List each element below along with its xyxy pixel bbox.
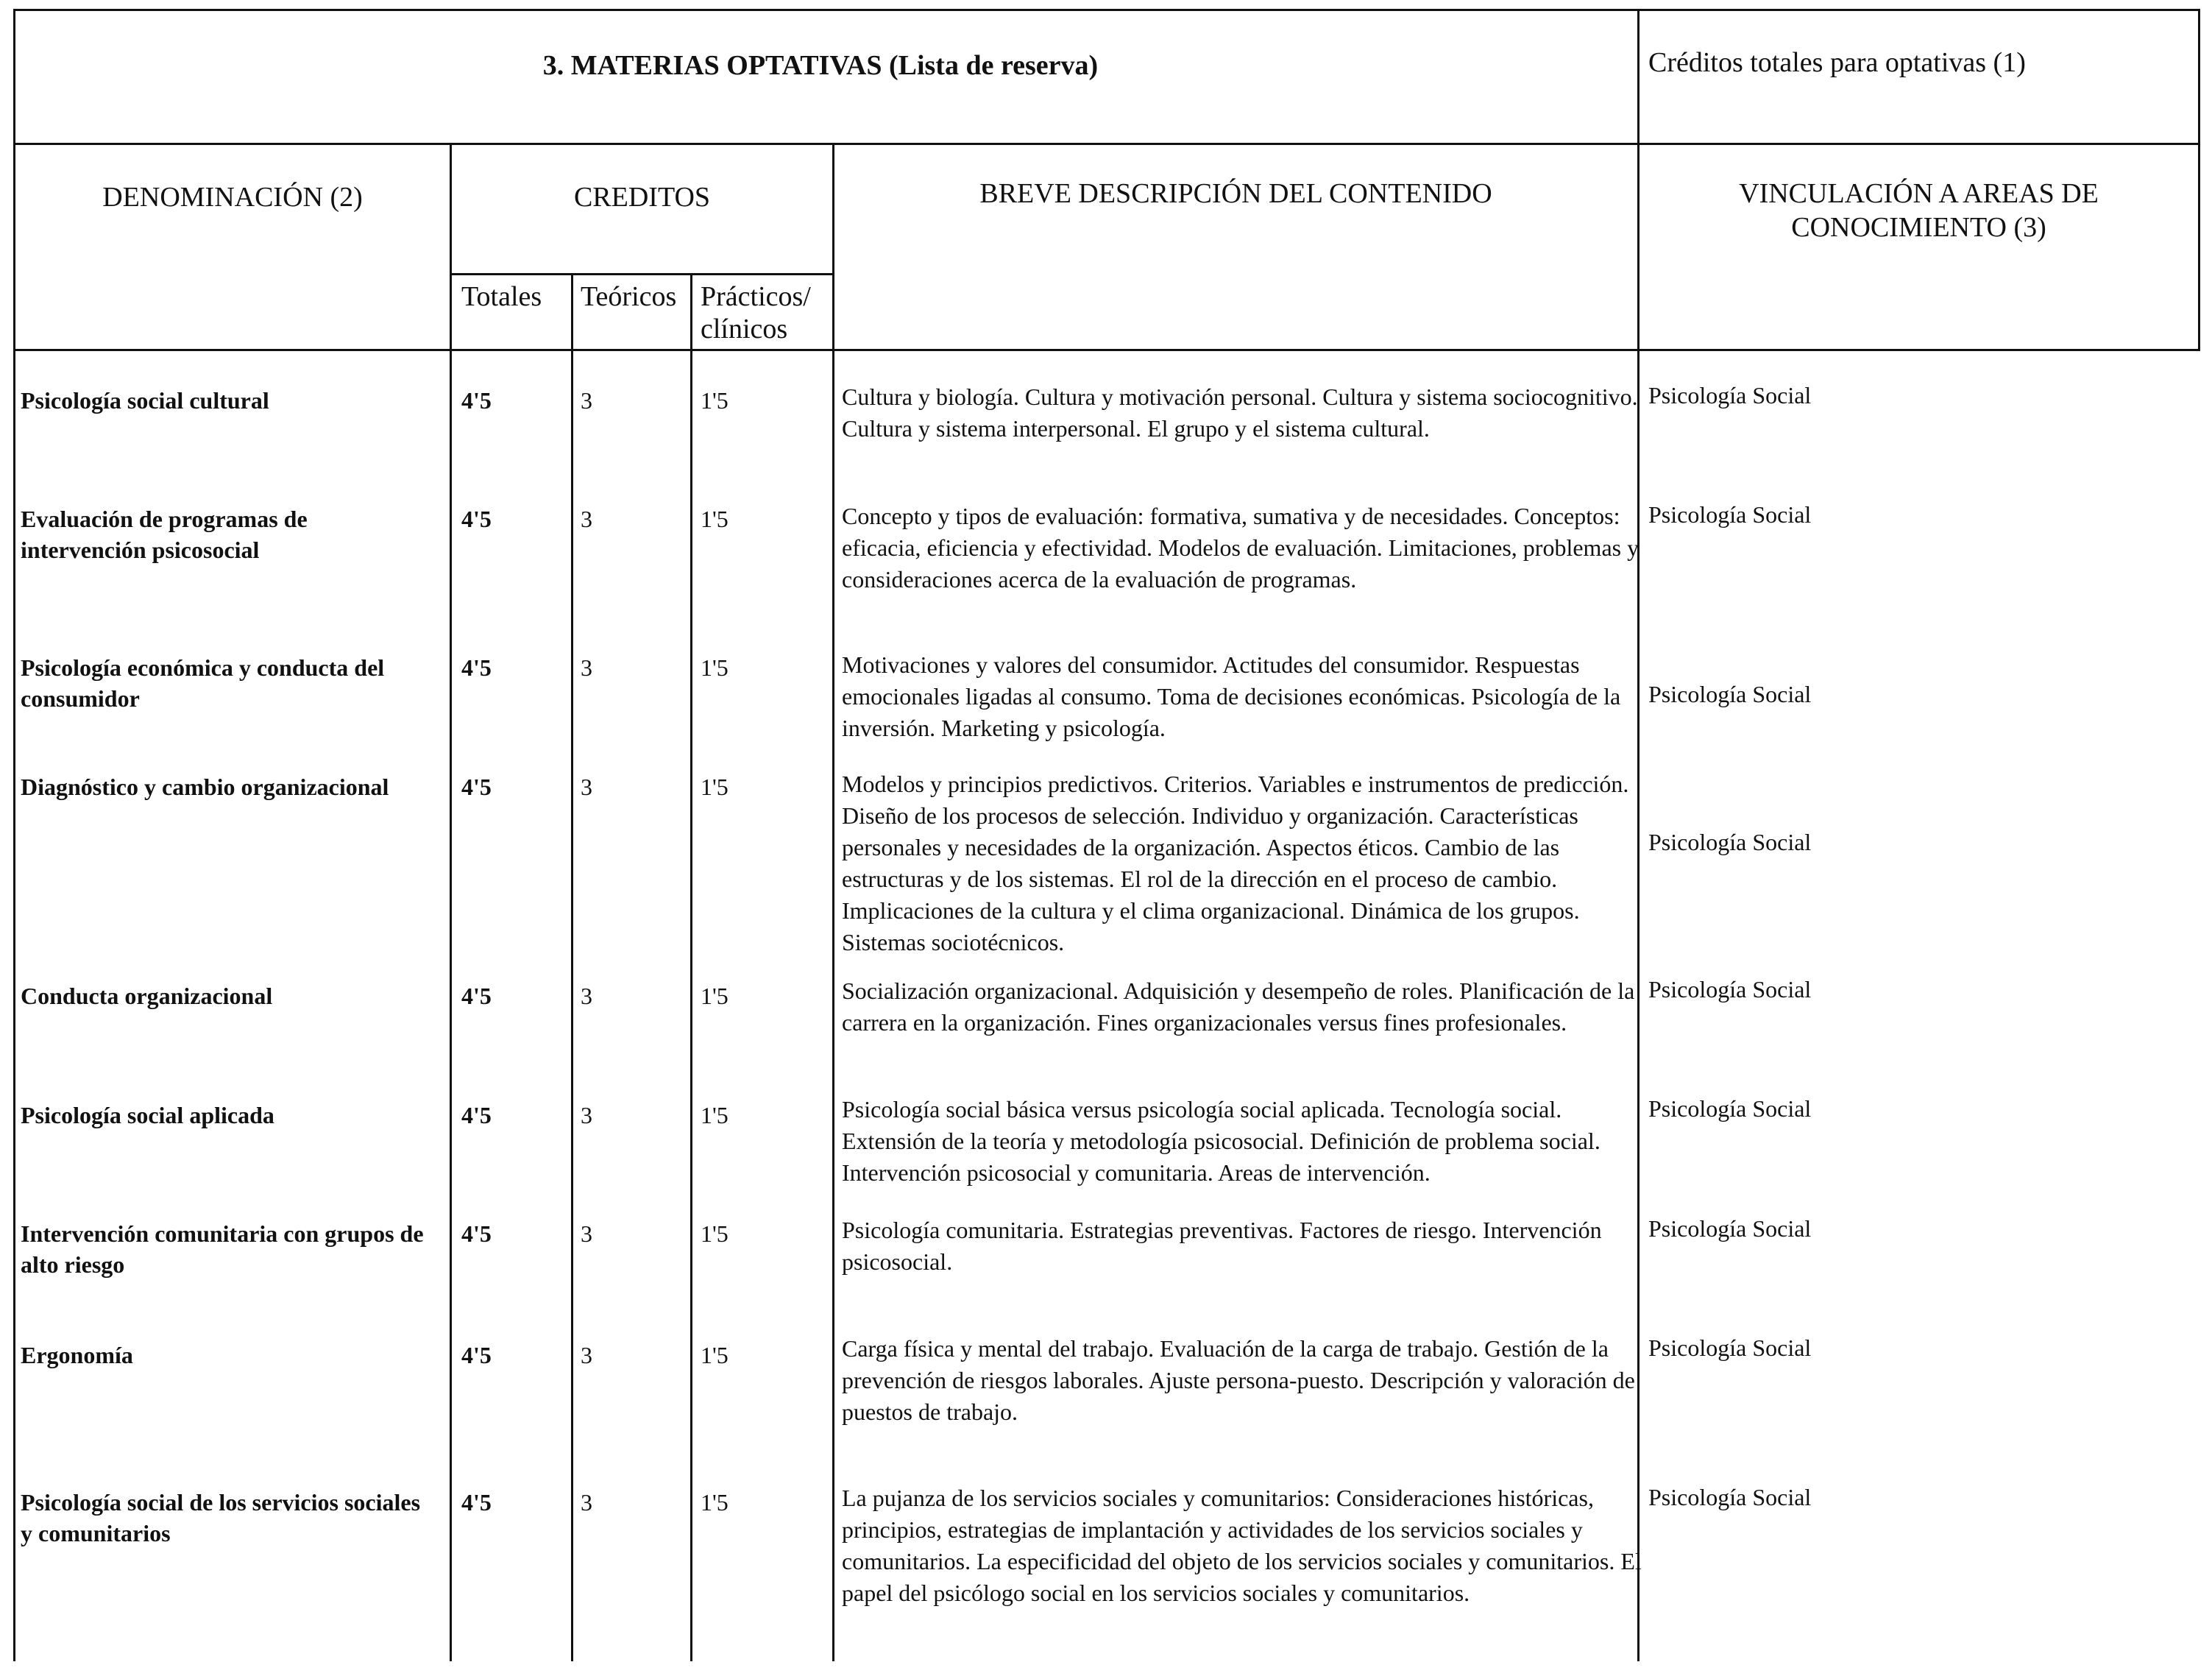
row-area: Psicología Social	[1648, 1334, 1812, 1361]
row-name: Conducta organizacional	[21, 983, 273, 1009]
row-description: La pujanza de los servicios sociales y comunitarios: Consideraciones históricas, principios, estrategias de implantación y actividades de los servicios sociales y comunitarios. La especificidad del objeto de los servicios sociales y comunitarios. El papel del psicólogo social en los servicios sociales y comunitarios.	[842, 1485, 1642, 1606]
row-practicos: 1'5	[701, 1102, 729, 1128]
total-credits-label: Créditos totales para optativas (1)	[1648, 47, 2026, 78]
row-name: Psicología social de los servicios sociales y comunitarios	[21, 1489, 421, 1546]
row-description: Psicología social básica versus psicología social aplicada. Tecnología social. Extensión de la teoría y metodología psicosocial. Definición de problema social. Intervención psicosocial y comunitaria. Areas de intervención.	[842, 1096, 1600, 1186]
row-practicos: 1'5	[701, 387, 729, 414]
row-practicos: 1'5	[701, 983, 729, 1009]
title-divider	[13, 143, 2200, 145]
header-bottom-divider	[13, 349, 2200, 351]
row-practicos: 1'5	[701, 1220, 729, 1247]
creditos-column-divider	[832, 143, 834, 1661]
row-description: Cultura y biología. Cultura y motivación personal. Cultura y sistema sociocognitivo. Cultura y sistema interpersonal. El grupo y el sistema cultural.	[842, 383, 1638, 442]
header-practicos-line2: clínicos	[701, 314, 788, 344]
right-border	[2198, 9, 2200, 351]
row-totales: 4'5	[461, 1220, 492, 1247]
left-border	[13, 9, 15, 1661]
row-teoricos: 3	[581, 1220, 592, 1247]
row-totales: 4'5	[461, 654, 492, 681]
row-practicos: 1'5	[701, 1489, 729, 1516]
row-totales: 4'5	[461, 1102, 492, 1128]
header-totales: Totales	[461, 281, 542, 312]
header-vinculacion-line2: CONOCIMIENTO (3)	[1791, 212, 2046, 243]
top-border	[13, 9, 2200, 11]
row-area: Psicología Social	[1648, 1484, 1812, 1510]
credits-subheader-divider	[452, 273, 832, 275]
header-teoricos: Teóricos	[581, 281, 677, 312]
row-totales: 4'5	[461, 506, 492, 532]
header-practicos-line1: Prácticos/	[701, 281, 811, 312]
row-name: Diagnóstico y cambio organizacional	[21, 774, 389, 800]
row-area: Psicología Social	[1648, 976, 1812, 1003]
row-teoricos: 3	[581, 774, 592, 800]
totales-column-divider	[571, 273, 573, 1661]
row-description: Modelos y principios predictivos. Criterios. Variables e instrumentos de predicción. Diseño de los procesos de selección. Individuo y organización. Características personales y necesidades de la organización. Aspectos éticos. Cambio de las estructuras y de los sistemas. El rol de la dirección en el proceso de cambio. Implicaciones de la cultura y el clima organizacional. Dinámica de los grupos. Sistemas sociotécnicos.	[842, 771, 1629, 955]
row-description: Carga física y mental del trabajo. Evaluación de la carga de trabajo. Gestión de la prevención de riesgos laborales. Ajuste persona-puesto. Descripción y valoración de puestos de trabajo.	[842, 1335, 1635, 1425]
row-description: Motivaciones y valores del consumidor. Actitudes del consumidor. Respuestas emocionales ligadas al consumo. Toma de decisiones económicas. Psicología de la inversión. Marketing y psicología.	[842, 651, 1621, 741]
denominacion-column-divider	[450, 143, 452, 1661]
row-description: Concepto y tipos de evaluación: formativa, sumativa y de necesidades. Conceptos: eficacia, eficiencia y efectividad. Modelos de evaluación. Limitaciones, problemas y consideraciones acerca de la evaluación de programas.	[842, 503, 1639, 593]
row-practicos: 1'5	[701, 1342, 729, 1368]
row-teoricos: 3	[581, 654, 592, 681]
row-practicos: 1'5	[701, 506, 729, 532]
row-teoricos: 3	[581, 1102, 592, 1128]
row-name: Ergonomía	[21, 1342, 133, 1368]
row-name: Evaluación de programas de intervención psicosocial	[21, 506, 308, 563]
row-teoricos: 3	[581, 387, 592, 414]
row-description: Psicología comunitaria. Estrategias preventivas. Factores de riesgo. Intervención psicosocial.	[842, 1217, 1602, 1275]
row-teoricos: 3	[581, 983, 592, 1009]
row-totales: 4'5	[461, 983, 492, 1009]
row-totales: 4'5	[461, 387, 492, 414]
row-teoricos: 3	[581, 1489, 592, 1516]
row-description: Socialización organizacional. Adquisición y desempeño de roles. Planificación de la carrera en la organización. Fines organizacionales versus fines profesionales.	[842, 977, 1635, 1036]
header-vinculacion-line1: VINCULACIÓN A AREAS DE	[1739, 178, 2099, 209]
row-name: Psicología económica y conducta del consumidor	[21, 654, 385, 712]
table-title: 3. MATERIAS OPTATIVAS (Lista de reserva)	[542, 50, 1099, 81]
row-practicos: 1'5	[701, 774, 729, 800]
row-teoricos: 3	[581, 506, 592, 532]
header-denominacion: DENOMINACIÓN (2)	[102, 182, 363, 213]
row-area: Psicología Social	[1648, 382, 1812, 409]
row-area: Psicología Social	[1648, 829, 1812, 855]
teoricos-column-divider	[690, 273, 692, 1661]
header-descripcion: BREVE DESCRIPCIÓN DEL CONTENIDO	[979, 178, 1492, 209]
row-teoricos: 3	[581, 1342, 592, 1368]
row-area: Psicología Social	[1648, 1215, 1812, 1242]
row-totales: 4'5	[461, 1489, 492, 1516]
row-totales: 4'5	[461, 774, 492, 800]
header-creditos: CREDITOS	[573, 182, 711, 213]
row-practicos: 1'5	[701, 654, 729, 681]
row-area: Psicología Social	[1648, 501, 1812, 528]
row-totales: 4'5	[461, 1342, 492, 1368]
row-area: Psicología Social	[1648, 1095, 1812, 1122]
row-name: Psicología social cultural	[21, 387, 269, 414]
row-name: Psicología social aplicada	[21, 1102, 274, 1128]
row-name: Intervención comunitaria con grupos de alto riesgo	[21, 1220, 424, 1278]
row-area: Psicología Social	[1648, 681, 1812, 707]
